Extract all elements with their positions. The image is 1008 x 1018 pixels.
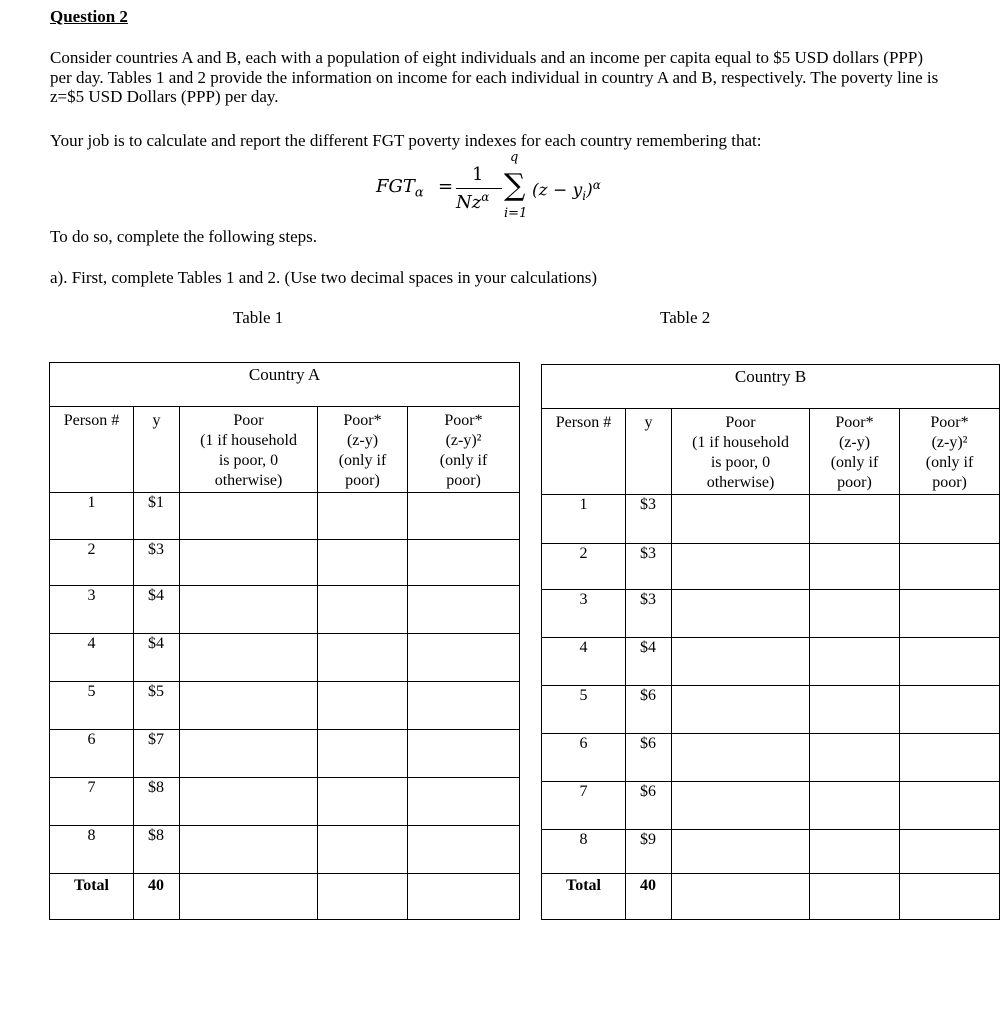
table-country-b xyxy=(541,364,1000,920)
income-value: $8 xyxy=(134,826,180,874)
poor-cell[interactable] xyxy=(672,830,810,874)
person-number: 7 xyxy=(542,782,626,830)
total-poor-cell[interactable] xyxy=(180,874,318,920)
total-gap-cell[interactable] xyxy=(810,874,900,920)
col-gap: Poor* (z-y) (only if poor) xyxy=(810,409,900,495)
gap-cell[interactable] xyxy=(318,586,408,634)
gap-cell[interactable] xyxy=(810,590,900,638)
income-value: $3 xyxy=(626,495,672,544)
intro-paragraph: Consider countries A and B, each with a population of eight individuals and an income per capita equal to $5 USD dollars (PPP) per day. Tables 1 and 2 provide the information on income for each individual in country A and B, respectively. The poverty line is z=$5 USD Dollars (PPP) per day. xyxy=(50,48,939,106)
table-row xyxy=(542,544,1000,590)
formula-lhs: $FGT_\alpha$ xyxy=(376,176,424,201)
gap-cell[interactable] xyxy=(318,540,408,586)
col-y: y xyxy=(626,409,672,495)
formula-equals: = xyxy=(438,176,454,197)
col-gap-squared: Poor* (z-y)² (only if poor) xyxy=(900,409,1000,495)
person-number: 6 xyxy=(50,730,134,778)
question-title: Question 2 xyxy=(50,7,128,26)
person-number: 8 xyxy=(50,826,134,874)
formula-numerator: 1 xyxy=(472,164,484,185)
gap-squared-cell[interactable] xyxy=(900,734,1000,782)
total-label: Total xyxy=(542,874,626,920)
person-number: 2 xyxy=(50,540,134,586)
gap-squared-cell[interactable] xyxy=(408,586,520,634)
gap-squared-cell[interactable] xyxy=(408,493,520,540)
formula-lower-limit: i=1 xyxy=(504,206,528,221)
income-value: $6 xyxy=(626,686,672,734)
summation-icon: ∑ xyxy=(504,168,526,203)
income-value: $3 xyxy=(626,544,672,590)
table-row xyxy=(542,638,1000,686)
gap-cell[interactable] xyxy=(318,493,408,540)
gap-cell[interactable] xyxy=(318,682,408,730)
col-person: Person # xyxy=(542,409,626,495)
gap-squared-cell[interactable] xyxy=(900,495,1000,544)
gap-squared-cell[interactable] xyxy=(408,540,520,586)
poor-cell[interactable] xyxy=(180,730,318,778)
person-number: 7 xyxy=(50,778,134,826)
gap-squared-cell[interactable] xyxy=(900,782,1000,830)
table-row xyxy=(50,730,520,778)
person-number: 5 xyxy=(542,686,626,734)
table-row xyxy=(50,634,520,682)
gap-squared-cell[interactable] xyxy=(900,590,1000,638)
poor-cell[interactable] xyxy=(672,638,810,686)
income-value: $3 xyxy=(134,540,180,586)
poor-cell[interactable] xyxy=(180,682,318,730)
gap-cell[interactable] xyxy=(318,730,408,778)
gap-squared-cell[interactable] xyxy=(900,638,1000,686)
person-number: 4 xyxy=(542,638,626,686)
income-value: $6 xyxy=(626,734,672,782)
table-row xyxy=(542,495,1000,544)
table-row xyxy=(542,686,1000,734)
part-a-paragraph: a). First, complete Tables 1 and 2. (Use two decimal spaces in your calculations) xyxy=(50,268,598,287)
income-value: $5 xyxy=(134,682,180,730)
table-row xyxy=(50,826,520,874)
total-poor-cell[interactable] xyxy=(672,874,810,920)
table-row xyxy=(542,590,1000,638)
poor-cell[interactable] xyxy=(672,686,810,734)
person-number: 3 xyxy=(542,590,626,638)
col-y: y xyxy=(134,407,180,493)
gap-squared-cell[interactable] xyxy=(408,826,520,874)
gap-cell[interactable] xyxy=(318,634,408,682)
person-number: 8 xyxy=(542,830,626,874)
col-gap-squared: Poor* (z-y)² (only if poor) xyxy=(408,407,520,493)
table1-country-header: Country A xyxy=(50,363,520,407)
income-value: $1 xyxy=(134,493,180,540)
gap-squared-cell[interactable] xyxy=(900,830,1000,874)
person-number: 4 xyxy=(50,634,134,682)
formula-denominator: $Nz^\alpha$ xyxy=(456,190,490,213)
table-row xyxy=(50,778,520,826)
gap-squared-cell[interactable] xyxy=(408,682,520,730)
income-value: $6 xyxy=(626,782,672,830)
table-country-a xyxy=(49,362,520,920)
gap-squared-cell[interactable] xyxy=(900,686,1000,734)
formula-upper-limit: q xyxy=(510,150,519,165)
gap-cell[interactable] xyxy=(810,638,900,686)
poor-cell[interactable] xyxy=(180,826,318,874)
col-poor: Poor (1 if household is poor, 0 otherwise) xyxy=(180,407,318,493)
poor-cell[interactable] xyxy=(672,544,810,590)
fgt-formula xyxy=(376,150,636,230)
formula-fraction-bar xyxy=(456,188,502,189)
poor-cell[interactable] xyxy=(180,586,318,634)
poor-cell[interactable] xyxy=(180,493,318,540)
gap-cell[interactable] xyxy=(810,544,900,590)
person-number: 2 xyxy=(542,544,626,590)
income-value: $4 xyxy=(626,638,672,686)
gap-squared-cell[interactable] xyxy=(408,634,520,682)
poor-cell[interactable] xyxy=(180,634,318,682)
total-gap-squared-cell[interactable] xyxy=(408,874,520,920)
table1-label: Table 1 xyxy=(233,308,284,327)
person-number: 5 xyxy=(50,682,134,730)
table-row xyxy=(542,782,1000,830)
table-row xyxy=(50,493,520,540)
gap-cell[interactable] xyxy=(810,686,900,734)
gap-squared-cell[interactable] xyxy=(408,730,520,778)
income-value: $3 xyxy=(626,590,672,638)
table2-label: Table 2 xyxy=(660,308,711,327)
person-number: 6 xyxy=(542,734,626,782)
poor-cell[interactable] xyxy=(180,540,318,586)
total-gap-squared-cell[interactable] xyxy=(900,874,1000,920)
poor-cell[interactable] xyxy=(672,590,810,638)
income-value: $8 xyxy=(134,778,180,826)
poor-cell[interactable] xyxy=(672,782,810,830)
table-row xyxy=(542,734,1000,782)
total-gap-cell[interactable] xyxy=(318,874,408,920)
person-number: 3 xyxy=(50,586,134,634)
total-value: 40 xyxy=(626,874,672,920)
table-row xyxy=(50,540,520,586)
table-row xyxy=(50,586,520,634)
poor-cell[interactable] xyxy=(672,734,810,782)
table-row xyxy=(50,682,520,730)
income-value: $7 xyxy=(134,730,180,778)
steps-paragraph: To do so, complete the following steps. xyxy=(50,227,317,246)
income-value: $4 xyxy=(134,634,180,682)
person-number: 1 xyxy=(542,495,626,544)
gap-cell[interactable] xyxy=(318,826,408,874)
job-paragraph: Your job is to calculate and report the different FGT poverty indexes for each country remembering that: xyxy=(50,131,762,150)
person-number: 1 xyxy=(50,493,134,540)
poor-cell[interactable] xyxy=(180,778,318,826)
table2-country-header: Country B xyxy=(542,365,1000,409)
col-person: Person # xyxy=(50,407,134,493)
total-label: Total xyxy=(50,874,134,920)
gap-cell[interactable] xyxy=(810,782,900,830)
poor-cell[interactable] xyxy=(672,495,810,544)
col-gap: Poor* (z-y) (only if poor) xyxy=(318,407,408,493)
income-value: $4 xyxy=(134,586,180,634)
gap-cell[interactable] xyxy=(318,778,408,826)
gap-cell[interactable] xyxy=(810,495,900,544)
total-value: 40 xyxy=(134,874,180,920)
gap-squared-cell[interactable] xyxy=(408,778,520,826)
formula-term: $(z - y_i)^\alpha$ xyxy=(532,178,601,204)
gap-squared-cell[interactable] xyxy=(900,544,1000,590)
income-value: $9 xyxy=(626,830,672,874)
gap-cell[interactable] xyxy=(810,830,900,874)
col-poor: Poor (1 if household is poor, 0 otherwise) xyxy=(672,409,810,495)
table-row xyxy=(542,830,1000,874)
gap-cell[interactable] xyxy=(810,734,900,782)
